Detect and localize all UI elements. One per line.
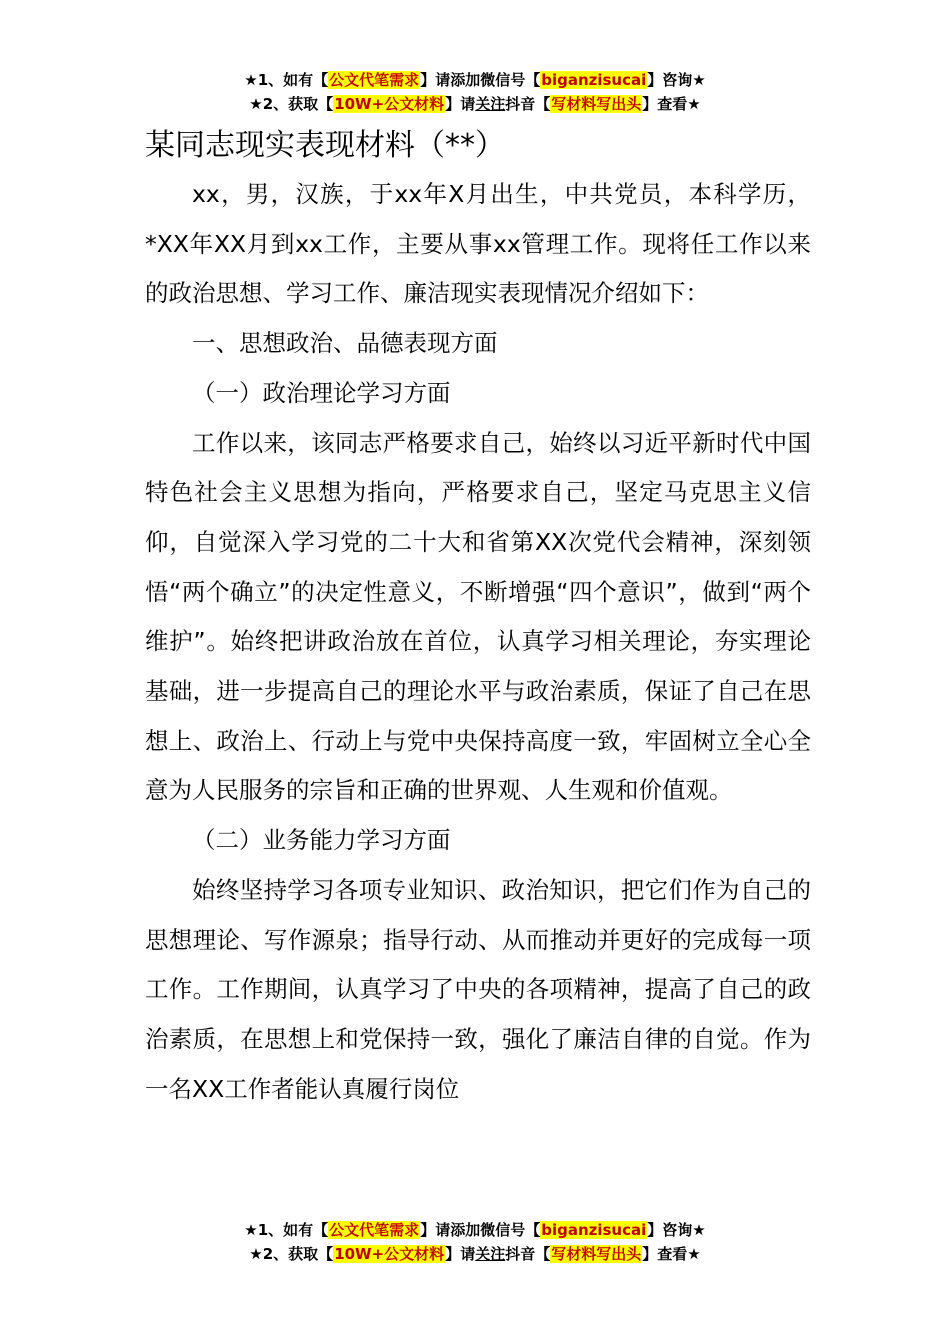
underlined-follow: 关注 <box>475 1245 506 1263</box>
banner-text: 】咨询★ <box>647 71 706 89</box>
banner-text: 】咨询★ <box>647 1221 706 1239</box>
highlight-wechat-id: biganzisucai <box>541 71 647 89</box>
banner-text: ★1、如有【 <box>244 1221 329 1239</box>
paragraph-political-study: 工作以来，该同志严格要求自己，始终以习近平新时代中国特色社会主义思想为指向，严格要求自己，坚定马克思主义信仰，自觉深入学习党的二十大和省第XX次党代会精神，深刻领悟“两个确立”的决定性意义，不断增强“四个意识”，做到“两个维护”。始终把讲政治放在首位，认真学习相关理论，夯实理论基础，进一步提高自己的理论水平与政治素质，保证了自己在思想上、政治上、行动上与党中央保持高度一致，牢固树立全心全意为人民服务的宗旨和正确的世界观、人生观和价值观。 <box>145 428 811 805</box>
banner-text: 抖音【 <box>505 95 551 113</box>
banner-text: 】请添加微信号【 <box>420 1221 541 1239</box>
banner-text: 抖音【 <box>505 1245 551 1263</box>
banner-text: 】查看★ <box>642 1245 701 1263</box>
banner-text: 】请添加微信号【 <box>420 71 541 89</box>
document-body <box>145 170 811 1114</box>
banner-line-1 <box>0 68 950 92</box>
paragraph-professional-study: 始终坚持学习各项专业知识、政治知识，把它们作为自己的思想理论、写作源泉；指导行动、从而推动并更好的完成每一项工作。工作期间，认真学习了中央的各项精神，提高了自己的政治素质，在思想上和党保持一致，强化了廉洁自律的自觉。作为一名XX工作者能认真履行岗位 <box>145 875 811 1103</box>
heading-subsection-1: （一）政治理论学习方面 <box>192 378 451 407</box>
banner-text: 】请 <box>445 95 476 113</box>
banner-line-1 <box>0 1218 950 1242</box>
banner-text: 】查看★ <box>642 95 701 113</box>
highlight-service: 公文代笔需求 <box>329 71 420 89</box>
bottom-banner <box>0 1218 950 1266</box>
document-title: 某同志现实表现材料（**） <box>145 128 505 163</box>
top-banner <box>0 68 950 116</box>
highlight-materials: 10W+公文材料 <box>334 95 445 113</box>
heading-section-1: 一、思想政治、品德表现方面 <box>192 329 498 358</box>
paragraph-intro: xx，男，汉族，于xx年X月出生，中共党员，本科学历，*XX年XX月到xx工作，主要从事xx管理工作。现将任工作以来的政治思想、学习工作、廉洁现实表现情况介绍如下： <box>145 180 811 308</box>
banner-line-2 <box>0 92 950 116</box>
heading-subsection-2: （二）业务能力学习方面 <box>192 826 451 855</box>
underlined-follow: 关注 <box>475 95 506 113</box>
highlight-douyin-account: 写材料写出头 <box>551 95 642 113</box>
highlight-service: 公文代笔需求 <box>329 1221 420 1239</box>
highlight-materials: 10W+公文材料 <box>334 1245 445 1263</box>
banner-line-2 <box>0 1242 950 1266</box>
banner-text: 】请 <box>445 1245 476 1263</box>
highlight-wechat-id: biganzisucai <box>541 1221 647 1239</box>
banner-text: ★2、获取【 <box>249 1245 334 1263</box>
banner-text: ★2、获取【 <box>249 95 334 113</box>
banner-text: ★1、如有【 <box>244 71 329 89</box>
highlight-douyin-account: 写材料写出头 <box>551 1245 642 1263</box>
